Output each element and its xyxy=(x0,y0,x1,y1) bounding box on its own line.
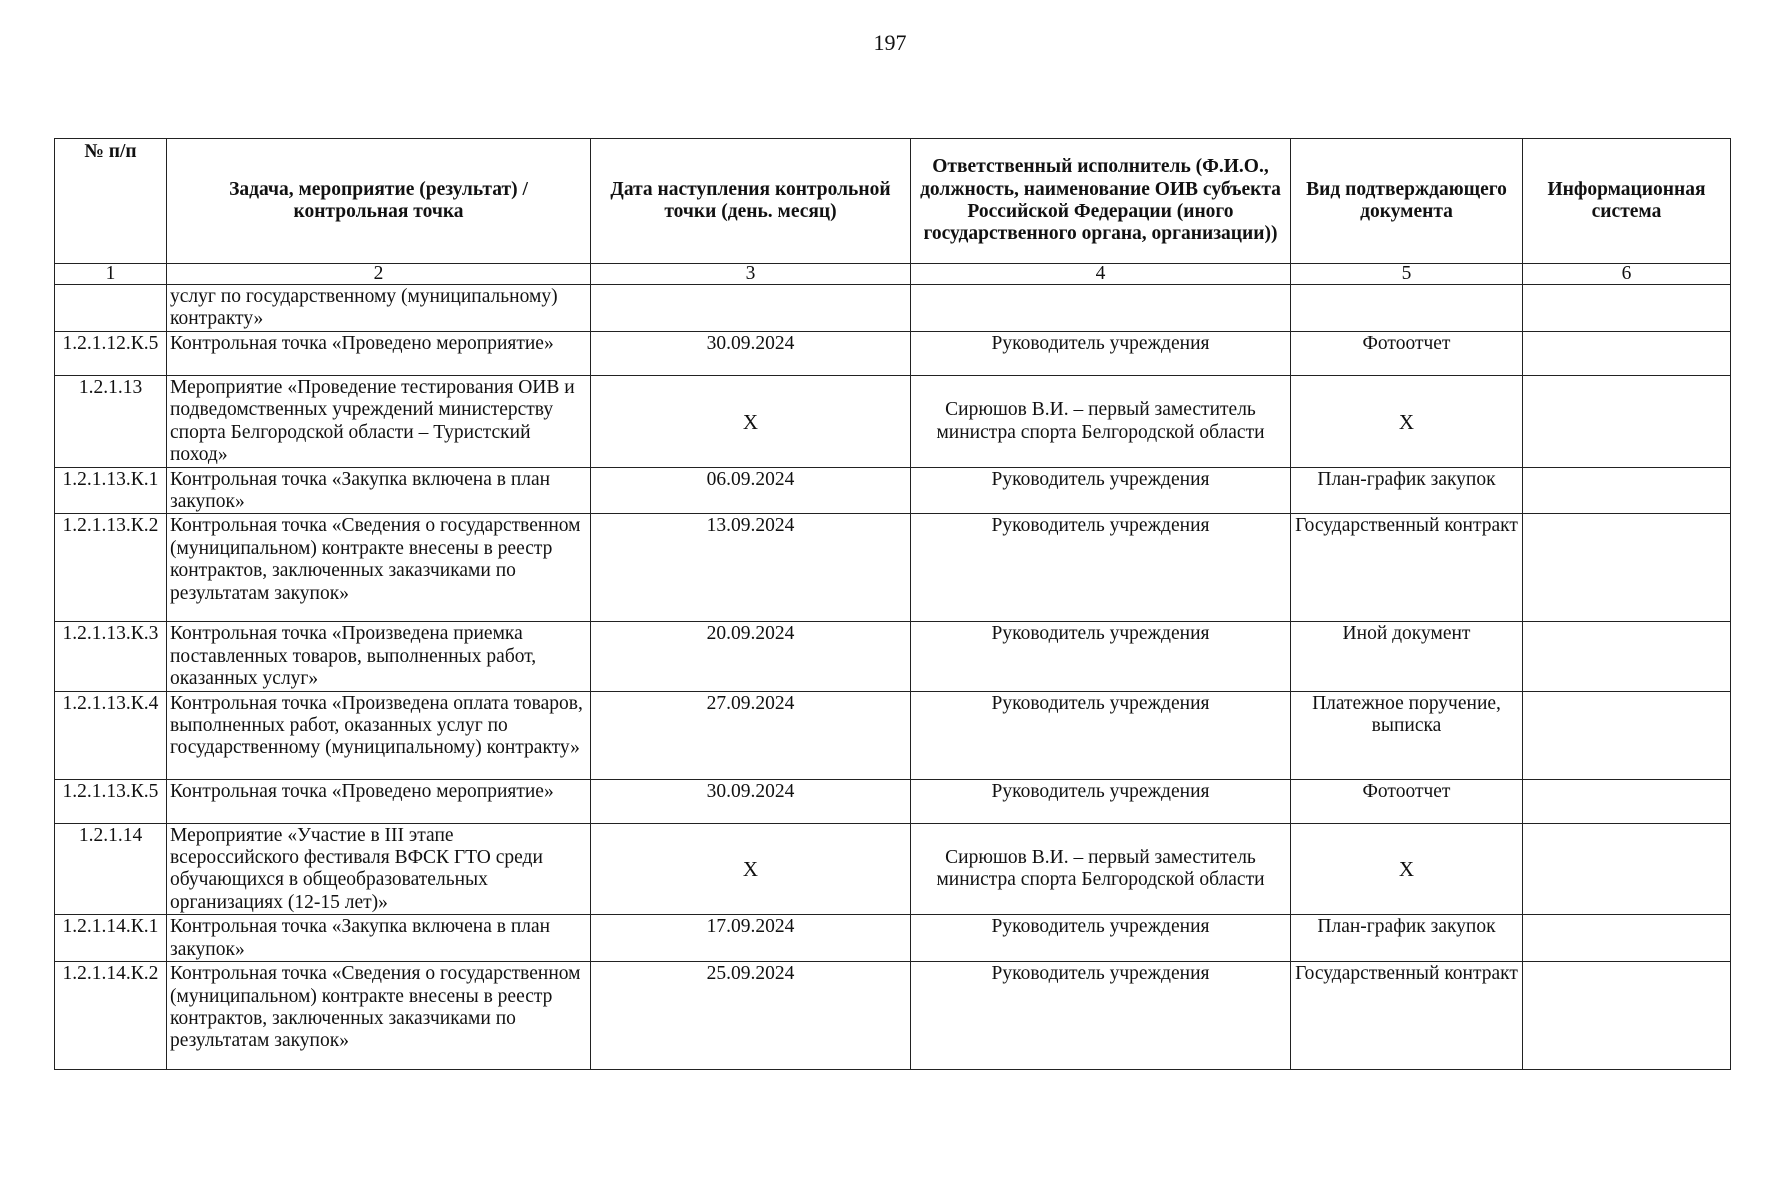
row-executor: Руководитель учреждения xyxy=(911,331,1291,375)
row-number: 1.2.1.13.К.3 xyxy=(55,622,167,691)
column-index: 1 xyxy=(55,264,167,285)
row-document: Фотоотчет xyxy=(1291,779,1523,823)
table-row xyxy=(55,331,1731,375)
header-number: № п/п xyxy=(55,139,167,264)
row-date: X xyxy=(591,375,911,467)
row-date: 17.09.2024 xyxy=(591,915,911,962)
row-executor: Руководитель учреждения xyxy=(911,514,1291,622)
row-number: 1.2.1.13.К.5 xyxy=(55,779,167,823)
row-task: Контрольная точка «Проведено мероприятие» xyxy=(167,331,591,375)
row-document: Иной документ xyxy=(1291,622,1523,691)
row-executor: Сирюшов В.И. – первый заместитель министра спорта Белгородской области xyxy=(911,375,1291,467)
control-points-table xyxy=(54,138,1731,1070)
row-number: 1.2.1.12.К.5 xyxy=(55,331,167,375)
row-task: Контрольная точка «Сведения о государственном (муниципальном) контракте внесены в реестр контрактов, заключенных заказчиками по результатам закупок» xyxy=(167,962,591,1070)
column-index: 6 xyxy=(1523,264,1731,285)
column-index: 5 xyxy=(1291,264,1523,285)
row-number: 1.2.1.14.К.1 xyxy=(55,915,167,962)
table-row xyxy=(55,779,1731,823)
row-task: Мероприятие «Участие в III этапе всероссийского фестиваля ВФСК ГТО среди обучающихся в общеобразовательных организациях (12-15 лет)» xyxy=(167,823,591,915)
row-system xyxy=(1523,691,1731,779)
table-row xyxy=(55,962,1731,1070)
row-number: 1.2.1.13 xyxy=(55,375,167,467)
row-number: 1.2.1.13.К.2 xyxy=(55,514,167,622)
row-number: 1.2.1.14.К.2 xyxy=(55,962,167,1070)
row-date: 13.09.2024 xyxy=(591,514,911,622)
table-row xyxy=(55,467,1731,514)
page-number: 197 xyxy=(873,30,907,55)
row-task: Контрольная точка «Закупка включена в план закупок» xyxy=(167,467,591,514)
header-system: Информационная система xyxy=(1523,139,1731,264)
column-index-row xyxy=(55,264,1731,285)
row-date: 06.09.2024 xyxy=(591,467,911,514)
row-date xyxy=(591,285,911,332)
column-index: 3 xyxy=(591,264,911,285)
header-date: Дата наступления контрольной точки (день. месяц) xyxy=(591,139,911,264)
row-task: Мероприятие «Проведение тестирования ОИВ и подведомственных учреждений министерству спорта Белгородской области – Туристский поход» xyxy=(167,375,591,467)
row-task: Контрольная точка «Сведения о государственном (муниципальном) контракте внесены в реестр контрактов, заключенных заказчиками по результатам закупок» xyxy=(167,514,591,622)
row-number xyxy=(55,285,167,332)
row-document: Государственный контракт xyxy=(1291,962,1523,1070)
row-date: 30.09.2024 xyxy=(591,779,911,823)
row-executor: Руководитель учреждения xyxy=(911,962,1291,1070)
row-system xyxy=(1523,514,1731,622)
table-row xyxy=(55,514,1731,622)
row-system xyxy=(1523,331,1731,375)
column-index: 4 xyxy=(911,264,1291,285)
row-document: План-график закупок xyxy=(1291,915,1523,962)
row-date: 30.09.2024 xyxy=(591,331,911,375)
table-header-row xyxy=(55,139,1731,264)
column-index: 2 xyxy=(167,264,591,285)
row-document: X xyxy=(1291,375,1523,467)
table-row xyxy=(55,285,1731,332)
table-row xyxy=(55,915,1731,962)
table-row xyxy=(55,691,1731,779)
header-task: Задача, мероприятие (результат) / контрольная точка xyxy=(167,139,591,264)
row-number: 1.2.1.13.К.1 xyxy=(55,467,167,514)
row-document xyxy=(1291,285,1523,332)
row-system xyxy=(1523,375,1731,467)
row-task: услуг по государственному (муниципальному) контракту» xyxy=(167,285,591,332)
row-system xyxy=(1523,285,1731,332)
row-executor xyxy=(911,285,1291,332)
row-task: Контрольная точка «Произведена приемка поставленных товаров, выполненных работ, оказанных услуг» xyxy=(167,622,591,691)
row-system xyxy=(1523,962,1731,1070)
table-row xyxy=(55,823,1731,915)
row-executor: Руководитель учреждения xyxy=(911,691,1291,779)
row-system xyxy=(1523,467,1731,514)
row-system xyxy=(1523,915,1731,962)
row-number: 1.2.1.14 xyxy=(55,823,167,915)
row-system xyxy=(1523,779,1731,823)
header-executor: Ответственный исполнитель (Ф.И.О., должность, наименование ОИВ субъекта Российской Федерации (иного государственного органа, организации)) xyxy=(911,139,1291,264)
row-number: 1.2.1.13.К.4 xyxy=(55,691,167,779)
row-document: X xyxy=(1291,823,1523,915)
row-date: X xyxy=(591,823,911,915)
row-date: 20.09.2024 xyxy=(591,622,911,691)
table-row xyxy=(55,622,1731,691)
row-document: Платежное поручение, выписка xyxy=(1291,691,1523,779)
row-task: Контрольная точка «Произведена оплата товаров, выполненных работ, оказанных услуг по государственному (муниципальному) контракту» xyxy=(167,691,591,779)
row-date: 27.09.2024 xyxy=(591,691,911,779)
row-system xyxy=(1523,823,1731,915)
table-row xyxy=(55,375,1731,467)
row-executor: Руководитель учреждения xyxy=(911,467,1291,514)
row-executor: Руководитель учреждения xyxy=(911,779,1291,823)
row-system xyxy=(1523,622,1731,691)
row-executor: Руководитель учреждения xyxy=(911,915,1291,962)
row-date: 25.09.2024 xyxy=(591,962,911,1070)
row-document: План-график закупок xyxy=(1291,467,1523,514)
row-task: Контрольная точка «Проведено мероприятие» xyxy=(167,779,591,823)
row-executor: Сирюшов В.И. – первый заместитель министра спорта Белгородской области xyxy=(911,823,1291,915)
row-task: Контрольная точка «Закупка включена в план закупок» xyxy=(167,915,591,962)
row-document: Фотоотчет xyxy=(1291,331,1523,375)
header-document: Вид подтверждающего документа xyxy=(1291,139,1523,264)
row-executor: Руководитель учреждения xyxy=(911,622,1291,691)
row-document: Государственный контракт xyxy=(1291,514,1523,622)
